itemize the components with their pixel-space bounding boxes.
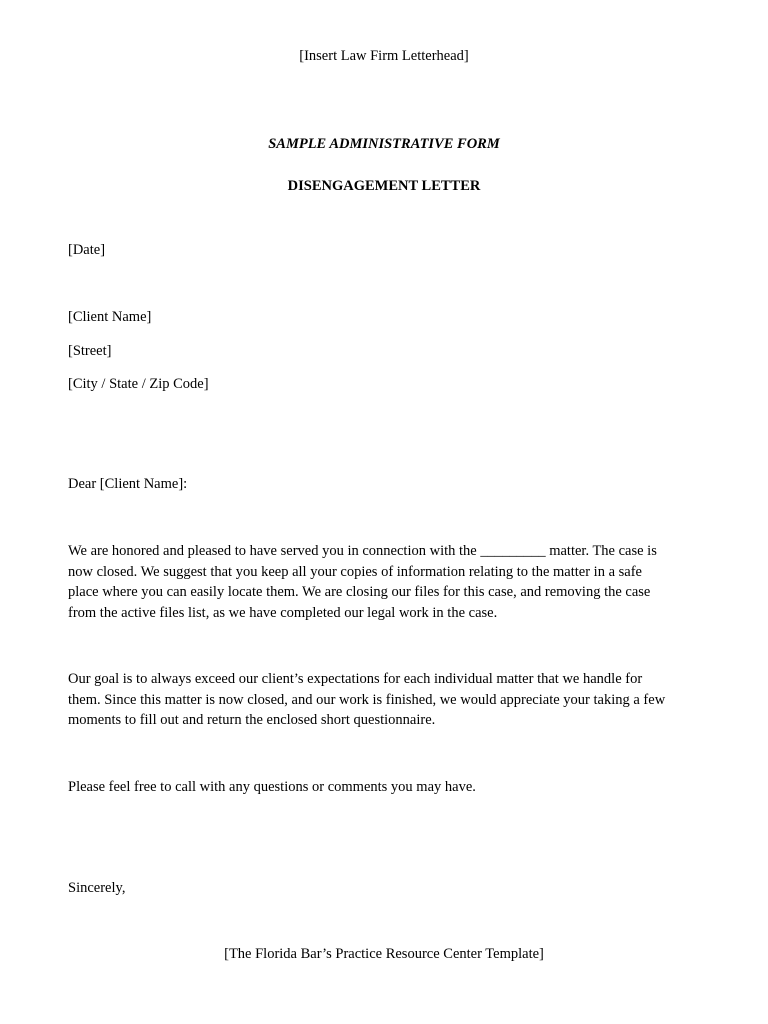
body-paragraph-3: [68, 777, 696, 798]
city-state-zip-placeholder: [City / State / Zip Code]: [68, 376, 209, 392]
paragraph-line: moments to fill out and return the enclosed short questionnaire.: [68, 712, 436, 728]
paragraph-line: Please feel free to call with any questions or comments you may have.: [68, 779, 476, 795]
paragraph-line: We are honored and pleased to have served you in connection with the _________ matter. The case is: [68, 543, 657, 559]
paragraph-line: Our goal is to always exceed our client’s expectations for each individual matter that we handle for: [68, 671, 643, 687]
body-paragraph-2: [68, 669, 696, 731]
client-name-placeholder: [Client Name]: [68, 309, 152, 325]
paragraph-line: now closed. We suggest that you keep all your copies of information relating to the matter in a safe: [68, 563, 642, 580]
date-placeholder: [Date]: [68, 242, 106, 258]
paragraph-line: them. Since this matter is now closed, and our work is finished, we would appreciate your taking a few: [68, 691, 666, 708]
street-placeholder: [Street]: [68, 343, 112, 359]
closing: Sincerely,: [68, 880, 126, 896]
body-paragraph-1: [68, 541, 696, 623]
letter-title: DISENGAGEMENT LETTER: [287, 178, 481, 194]
paragraph-line: place where you can easily locate them. We are closing our files for this case, and removing the case: [68, 584, 651, 600]
form-label: SAMPLE ADMINISTRATIVE FORM: [268, 136, 500, 152]
footer-template-note: [The Florida Bar’s Practice Resource Center Template]: [224, 946, 544, 962]
letterhead-placeholder: [Insert Law Firm Letterhead]: [299, 48, 469, 64]
salutation: Dear [Client Name]:: [68, 476, 188, 492]
paragraph-line: from the active files list, as we have completed our legal work in the case.: [68, 604, 498, 621]
